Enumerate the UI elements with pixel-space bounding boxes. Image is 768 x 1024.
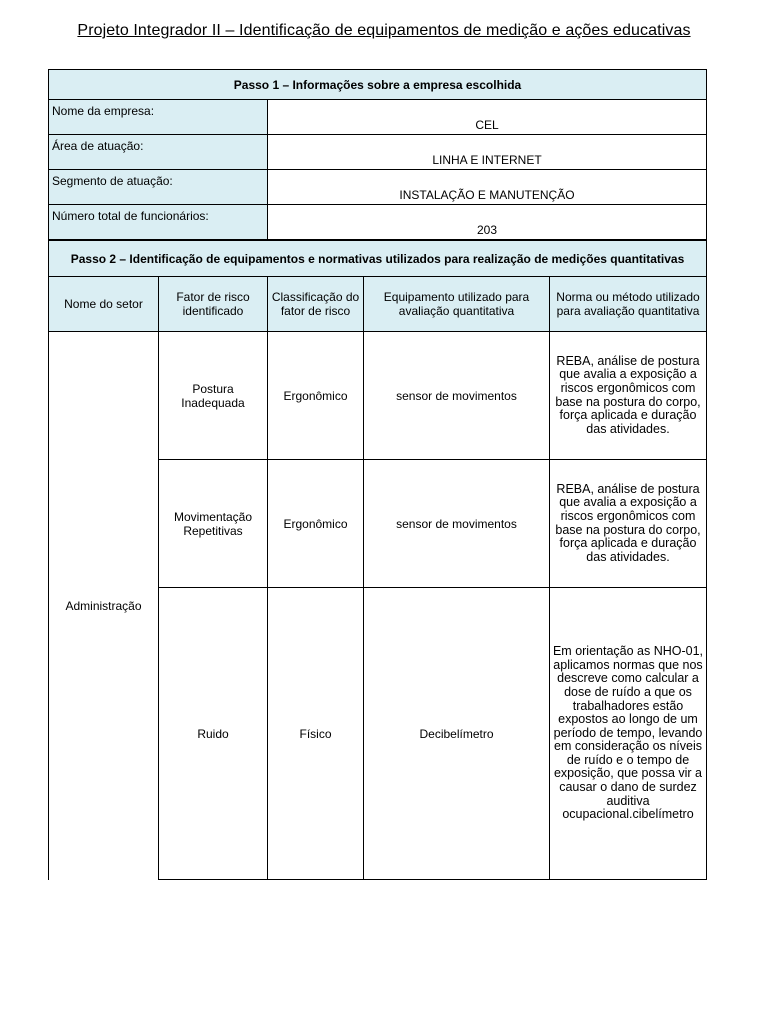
company-info-table xyxy=(48,69,707,240)
company-name-value: CEL xyxy=(268,100,707,135)
company-name-label: Nome da empresa: xyxy=(49,100,268,135)
area-value: LINHA E INTERNET xyxy=(268,135,707,170)
norm-method: Em orientação as NHO-01, aplicamos normas que nos descreve como calcular a dose de ruído a que os trabalhadores estão expostos ao longo de um período de tempo, levando em consideração os níveis de ruído e o tempo de exposição, que possa vir a causar o dano de surdez auditiva ocupacional.cibelímetro xyxy=(550,588,707,880)
norm-method: REBA, análise de postura que avalia a exposição a riscos ergonômicos com base na postura do corpo, força aplicada e duração das atividades. xyxy=(550,332,707,460)
equipment: sensor de movimentos xyxy=(364,332,550,460)
segment-value: INSTALAÇÃO E MANUTENÇÃO xyxy=(268,170,707,205)
risk-classification: Ergonômico xyxy=(268,460,364,588)
table-row xyxy=(49,205,707,240)
equipment: Decibelímetro xyxy=(364,588,550,880)
employees-value: 203 xyxy=(268,205,707,240)
table-row xyxy=(49,332,707,460)
col-sector: Nome do setor xyxy=(49,277,159,332)
risk-classification: Ergonômico xyxy=(268,332,364,460)
segment-label: Segmento de atuação: xyxy=(49,170,268,205)
risk-classification: Físico xyxy=(268,588,364,880)
col-equipment: Equipamento utilizado para avaliação quantitativa xyxy=(364,277,550,332)
equipment: sensor de movimentos xyxy=(364,460,550,588)
table-row xyxy=(49,170,707,205)
employees-label: Número total de funcionários: xyxy=(49,205,268,240)
table-row xyxy=(49,135,707,170)
risk-factor: Movimentação Repetitivas xyxy=(159,460,268,588)
col-risk: Fator de risco identificado xyxy=(159,277,268,332)
column-headers xyxy=(49,277,707,332)
sector-name: Administração xyxy=(49,332,159,880)
step2-header: Passo 2 – Identificação de equipamentos e normativas utilizados para realização de medições quantitativas xyxy=(49,241,707,277)
page-title: Projeto Integrador II – Identificação de equipamentos de medição e ações educativas xyxy=(77,22,691,39)
area-label: Área de atuação: xyxy=(49,135,268,170)
measurement-table xyxy=(48,240,707,880)
table-row xyxy=(49,100,707,135)
col-norm: Norma ou método utilizado para avaliação quantitativa xyxy=(550,277,707,332)
col-classification: Classificação do fator de risco xyxy=(268,277,364,332)
norm-method: REBA, análise de postura que avalia a exposição a riscos ergonômicos com base na postura do corpo, força aplicada e duração das atividades. xyxy=(550,460,707,588)
risk-factor: Ruido xyxy=(159,588,268,880)
step1-header: Passo 1 – Informações sobre a empresa escolhida xyxy=(49,70,707,100)
risk-factor: Postura Inadequada xyxy=(159,332,268,460)
